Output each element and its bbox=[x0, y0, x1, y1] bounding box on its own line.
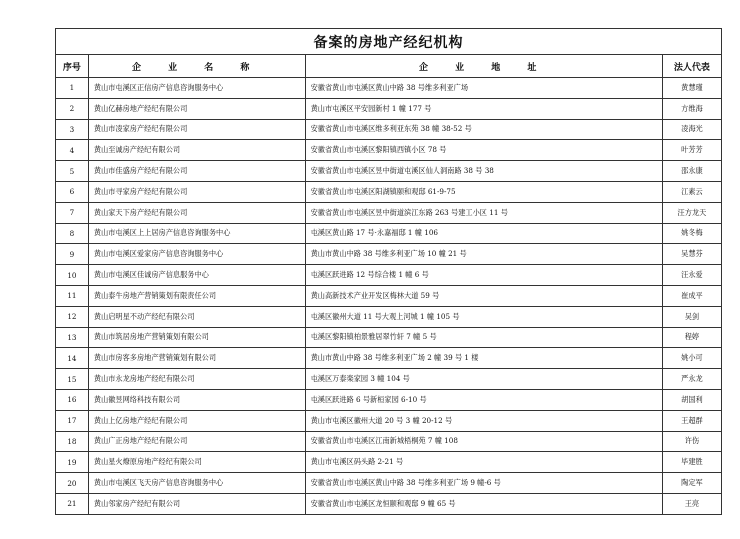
company-name: 黄山市凌家房产经纪有限公司 bbox=[88, 119, 305, 140]
row-number: 11 bbox=[56, 285, 89, 306]
legal-representative: 严永龙 bbox=[662, 369, 721, 390]
header-legal-rep: 法人代表 bbox=[662, 55, 721, 78]
table-row bbox=[56, 140, 722, 161]
table-row bbox=[56, 369, 722, 390]
company-name: 黄山市永龙房地产经纪有限公司 bbox=[88, 369, 305, 390]
row-number: 13 bbox=[56, 327, 89, 348]
company-address: 黄山市黄山中路 38 号维多利亚广场 10 幢 21 号 bbox=[305, 244, 662, 265]
legal-representative: 毕建胜 bbox=[662, 452, 721, 473]
company-name: 黄山市屯溪区佳诚房产信息服务中心 bbox=[88, 265, 305, 286]
table-row bbox=[56, 202, 722, 223]
company-address: 安徽省黄山市屯溪区江南新城梧桐苑 7 幢 108 bbox=[305, 431, 662, 452]
row-number: 7 bbox=[56, 202, 89, 223]
table-title: 备案的房地产经纪机构 bbox=[56, 29, 722, 55]
legal-representative: 叶芳芳 bbox=[662, 140, 721, 161]
row-number: 6 bbox=[56, 181, 89, 202]
company-name: 黄山上亿房地产经纪有限公司 bbox=[88, 410, 305, 431]
company-address: 黄山高新技术产业开发区梅林大道 59 号 bbox=[305, 285, 662, 306]
header-company-name: 企 业 名 称 bbox=[88, 55, 305, 78]
table-row bbox=[56, 327, 722, 348]
company-address: 屯溪区跃进路 6 号新桓家园 6-10 号 bbox=[305, 389, 662, 410]
company-name: 黄山泰牛房地产营销策划有限责任公司 bbox=[88, 285, 305, 306]
legal-representative: 凌海光 bbox=[662, 119, 721, 140]
table-row bbox=[56, 181, 722, 202]
legal-representative: 许伤 bbox=[662, 431, 721, 452]
company-address: 安徽省黄山市屯溪区昱中街道屯溪区仙人洞南路 38 号 38 bbox=[305, 161, 662, 182]
agency-table bbox=[55, 28, 722, 515]
legal-representative: 姚冬梅 bbox=[662, 223, 721, 244]
company-address: 安徽省黄山市屯溪区黄山中路 38 号维多利亚广场 bbox=[305, 78, 662, 99]
legal-representative: 邵永康 bbox=[662, 161, 721, 182]
legal-representative: 吴慧芬 bbox=[662, 244, 721, 265]
company-name: 黄山广正房地产经纪有限公司 bbox=[88, 431, 305, 452]
company-address: 屯溪区黎阳镇柏景雅居翠竹轩 7 幢 5 号 bbox=[305, 327, 662, 348]
table-row bbox=[56, 473, 722, 494]
header-company-address: 企 业 地 址 bbox=[305, 55, 662, 78]
row-number: 8 bbox=[56, 223, 89, 244]
legal-representative: 陶定军 bbox=[662, 473, 721, 494]
company-address: 黄山市屯溪区徽州大道 20 号 3 幢 20-12 号 bbox=[305, 410, 662, 431]
company-name: 黄山市屯溪区正信房产信息咨询服务中心 bbox=[88, 78, 305, 99]
company-address: 安徽省黄山市屯溪区阳湖镇颐和观邸 61-9-75 bbox=[305, 181, 662, 202]
company-name: 黄山启明星不动产经纪有限公司 bbox=[88, 306, 305, 327]
company-address: 屯溪区徽州大道 11 号大观上河城 1 幢 105 号 bbox=[305, 306, 662, 327]
legal-representative: 姚小可 bbox=[662, 348, 721, 369]
company-address: 安徽省黄山市屯溪区龙恒颐和观邸 9 幢 65 号 bbox=[305, 493, 662, 514]
row-number: 9 bbox=[56, 244, 89, 265]
company-name: 黄山家天下房产经纪有限公司 bbox=[88, 202, 305, 223]
legal-representative: 吴剑 bbox=[662, 306, 721, 327]
legal-representative: 崔成平 bbox=[662, 285, 721, 306]
legal-representative: 程婷 bbox=[662, 327, 721, 348]
legal-representative: 汪方龙天 bbox=[662, 202, 721, 223]
row-number: 3 bbox=[56, 119, 89, 140]
row-number: 18 bbox=[56, 431, 89, 452]
table-row bbox=[56, 244, 722, 265]
legal-representative: 汪永爱 bbox=[662, 265, 721, 286]
company-address: 安徽省黄山市屯溪区昱中街道滨江东路 263 号建工小区 11 号 bbox=[305, 202, 662, 223]
company-name: 黄山徽昱网络科技有限公司 bbox=[88, 389, 305, 410]
row-number: 19 bbox=[56, 452, 89, 473]
table-row bbox=[56, 78, 722, 99]
table-row bbox=[56, 410, 722, 431]
table-row bbox=[56, 285, 722, 306]
legal-representative: 胡国利 bbox=[662, 389, 721, 410]
company-name: 黄山邻家房产经纪有限公司 bbox=[88, 493, 305, 514]
table-row bbox=[56, 452, 722, 473]
table-row bbox=[56, 119, 722, 140]
legal-representative: 王超群 bbox=[662, 410, 721, 431]
company-address: 安徽省黄山市屯溪区黄山中路 38 号维多利亚广场 9 幢-6 号 bbox=[305, 473, 662, 494]
table-row bbox=[56, 389, 722, 410]
company-name: 黄山市房客多房地产营销策划有限公司 bbox=[88, 348, 305, 369]
company-name: 黄山星火燎原房地产经纪有限公司 bbox=[88, 452, 305, 473]
legal-representative: 黄慧瑾 bbox=[662, 78, 721, 99]
row-number: 20 bbox=[56, 473, 89, 494]
table-row bbox=[56, 431, 722, 452]
table-row bbox=[56, 306, 722, 327]
company-name: 黄山市屯溪区飞天房产信息咨询服务中心 bbox=[88, 473, 305, 494]
company-name: 黄山亿赫房地产经纪有限公司 bbox=[88, 98, 305, 119]
company-address: 屯溪区黄山路 17 号·永嘉福邸 1 幢 106 bbox=[305, 223, 662, 244]
company-address: 安徽省黄山市屯溪区黎阳镇西镇小区 78 号 bbox=[305, 140, 662, 161]
row-number: 14 bbox=[56, 348, 89, 369]
row-number: 12 bbox=[56, 306, 89, 327]
table-row bbox=[56, 161, 722, 182]
row-number: 5 bbox=[56, 161, 89, 182]
row-number: 15 bbox=[56, 369, 89, 390]
table-row bbox=[56, 493, 722, 514]
company-address: 黄山市屯溪区平安园新村 1 幢 177 号 bbox=[305, 98, 662, 119]
table-row bbox=[56, 265, 722, 286]
company-name: 黄山市屯溪区上上居房产信息咨询服务中心 bbox=[88, 223, 305, 244]
row-number: 21 bbox=[56, 493, 89, 514]
company-address: 屯溪区跃进路 12 号综合楼 1 幢 6 号 bbox=[305, 265, 662, 286]
table-row bbox=[56, 348, 722, 369]
row-number: 1 bbox=[56, 78, 89, 99]
company-name: 黄山市寻家房产经纪有限公司 bbox=[88, 181, 305, 202]
company-address: 黄山市屯溪区码头路 2-21 号 bbox=[305, 452, 662, 473]
legal-representative: 江素云 bbox=[662, 181, 721, 202]
table-row bbox=[56, 98, 722, 119]
company-address: 黄山市黄山中路 38 号维多利亚广场 2 幢 39 号 1 楼 bbox=[305, 348, 662, 369]
company-name: 黄山市佳盛房产经纪有限公司 bbox=[88, 161, 305, 182]
row-number: 10 bbox=[56, 265, 89, 286]
row-number: 17 bbox=[56, 410, 89, 431]
row-number: 16 bbox=[56, 389, 89, 410]
row-number: 4 bbox=[56, 140, 89, 161]
company-address: 安徽省黄山市屯溪区维多利亚东苑 38 幢 38-52 号 bbox=[305, 119, 662, 140]
registry-document bbox=[55, 28, 722, 515]
company-name: 黄山市屯溪区爱家房产信息咨询服务中心 bbox=[88, 244, 305, 265]
legal-representative: 王亮 bbox=[662, 493, 721, 514]
company-address: 屯溪区万泰楽家园 3 幢 104 号 bbox=[305, 369, 662, 390]
table-row bbox=[56, 223, 722, 244]
header-no: 序号 bbox=[56, 55, 89, 78]
company-name: 黄山市筑居房地产营销策划有限公司 bbox=[88, 327, 305, 348]
company-name: 黄山至诚房产经纪有限公司 bbox=[88, 140, 305, 161]
header-row bbox=[56, 55, 722, 78]
row-number: 2 bbox=[56, 98, 89, 119]
legal-representative: 方维海 bbox=[662, 98, 721, 119]
